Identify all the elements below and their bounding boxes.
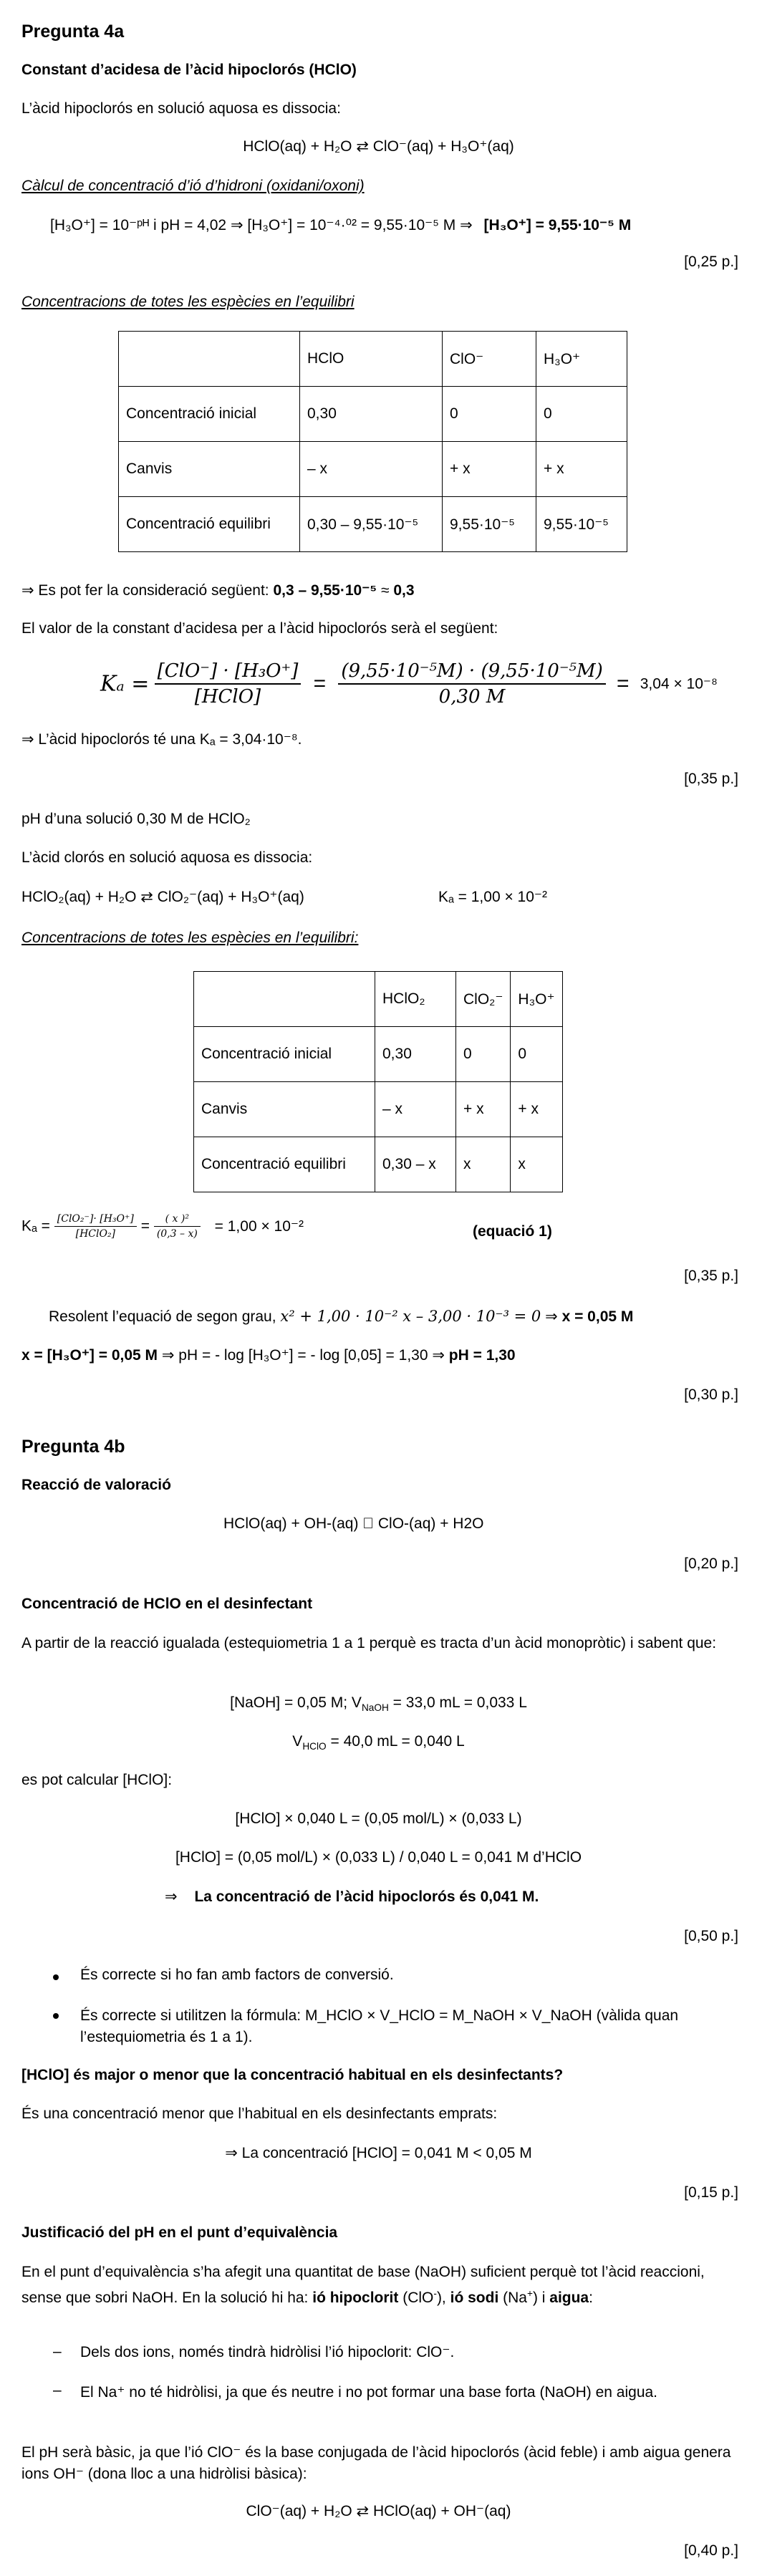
ka2-lhs: Kₐ =	[21, 1217, 50, 1235]
ka-eq-sign-2: =	[616, 672, 630, 695]
ka2-frac1	[54, 1213, 137, 1240]
score-2: [0,35 p.]	[684, 771, 738, 787]
ka2-result: = 1,00 × 10⁻²	[214, 1218, 304, 1235]
bullet-1-dot	[53, 1974, 59, 1980]
concl-text: La concentració de l’àcid hipoclorós és 0,041 M.	[194, 1888, 539, 1905]
ph-heading: pH d’una solució 0,30 M de HClO₂	[21, 811, 251, 827]
calc-line	[50, 216, 631, 234]
vhclo-post: = 40,0 mL = 0,040 L	[326, 1733, 465, 1750]
table1-cell: 9,55·10⁻⁵	[443, 497, 536, 552]
ka-num1: [ClO⁻] · [H₃O⁺]	[155, 660, 302, 685]
table2-cell: x	[511, 1137, 562, 1192]
table1-cell: 0	[536, 387, 627, 442]
ka2-num2: ( x )²	[154, 1213, 201, 1227]
table1-cell: – x	[300, 442, 443, 497]
ph-intro: L’àcid clorós en solució aquosa es dissocia:	[21, 849, 313, 866]
ka2-eq-sign: =	[140, 1217, 150, 1235]
final-mid: ⇒ pH = - log [H₃O⁺] = - log [0,05] = 1,30 ⇒	[158, 1347, 449, 1364]
concl-arrow: ⇒	[165, 1888, 178, 1905]
table1-cell: 0	[443, 387, 536, 442]
table1-cell: + x	[536, 442, 627, 497]
naoh-pre: [NaOH] = 0,05 M; V	[230, 1694, 362, 1711]
dash-1-mark: –	[53, 2343, 62, 2360]
score-1: [0,25 p.]	[684, 254, 738, 270]
bullet-2-dot	[53, 2013, 59, 2019]
reaction-hclo2: HClO₂(aq) + H₂O ⇄ ClO₂⁻(aq) + H₃O⁺(aq)	[21, 889, 304, 905]
ka-frac1	[155, 660, 302, 708]
table1-cell: 0,30	[300, 387, 443, 442]
eq-heading-2: Concentracions de totes les espècies en l’equilibri:	[21, 930, 359, 946]
table1-row-label: Concentració equilibri	[119, 497, 300, 552]
heading-4b: Pregunta 4b	[21, 1437, 125, 1457]
table2-cell: 0	[456, 1027, 511, 1082]
consid-approx: ≈	[377, 582, 394, 599]
ka-lhs: Kₐ =	[100, 671, 150, 697]
table1-row-label: Concentració inicial	[119, 387, 300, 442]
ka-intro: El valor de la constant d’acidesa per a l’àcid hipoclorós serà el següent:	[21, 620, 498, 637]
vhclo-line	[0, 1733, 757, 1752]
eq-b: [HClO] = (0,05 mol/L) × (0,033 L) / 0,040 L = 0,041 M d’HClO	[175, 1849, 582, 1866]
heading-4a: Pregunta 4a	[21, 21, 125, 42]
just-text-2: El pH serà bàsic, ja que l’ió ClO⁻ és la base conjugada de l’àcid hipoclorós (àcid feble) i amb aigua genera ions OH⁻ (dona lloc a una hidròlisi bàsica):	[21, 2444, 731, 2482]
conclusion-line	[165, 1888, 539, 1906]
ka2-frac2	[154, 1213, 201, 1240]
score-6: [0,50 p.]	[684, 1928, 738, 1944]
solve-arrow: ⇒	[541, 1308, 562, 1325]
table-hclo	[118, 331, 627, 552]
ka-den2: 0,30 M	[438, 686, 506, 708]
table2-cell: 0	[511, 1027, 562, 1082]
table1-cell: 9,55·10⁻⁵	[536, 497, 627, 552]
ka-eq-sign: =	[313, 672, 327, 695]
table-hclo2	[193, 971, 563, 1192]
table1-header-clo: ClO⁻	[443, 332, 536, 387]
conc-text: A partir de la reacció igualada (estequiometria 1 a 1 perquè es tracta d’un àcid monopròtic) i sabent que:	[21, 1635, 717, 1651]
calc-result: [H₃O⁺] = 9,55·10⁻⁵ M	[483, 217, 632, 233]
naoh-line	[0, 1694, 757, 1713]
dash-1: Dels dos ions, només tindrà hidròlisi l’ió hipoclorit: ClO⁻.	[80, 2344, 455, 2360]
naoh-sub: NaOH	[361, 1702, 389, 1714]
solve-result: x = 0,05 M	[561, 1308, 634, 1325]
solve-math: x² + 1,00 · 10⁻² x – 3,00 · 10⁻³ = 0	[280, 1308, 541, 1325]
ka-den1: [HClO]	[194, 686, 261, 708]
calc-hclo: es pot calcular [HClO]:	[21, 1772, 173, 1788]
just-title: Justificació del pH en el punt d’equivalència	[21, 2224, 338, 2241]
table2-row-label: Concentració equilibri	[194, 1137, 375, 1192]
table1-header-hclo: HClO	[300, 332, 443, 387]
ka-formula	[100, 660, 718, 708]
bullet-2: És correcte si utilitzen la fórmula: M_HClO × V_HClO = M_NaOH × V_NaOH (vàlida quan l’estequiometria és 1 a 1).	[80, 2007, 679, 2045]
table2-cell: + x	[456, 1082, 511, 1137]
table1-cell: + x	[443, 442, 536, 497]
bullet-1: És correcte si ho fan amb factors de conversió.	[80, 1967, 394, 1983]
score-7: [0,15 p.]	[684, 2184, 738, 2201]
table2-row-label: Concentració inicial	[194, 1027, 375, 1082]
naoh-post: = 33,0 mL = 0,033 L	[388, 1694, 527, 1711]
consid-bold: 0,3 – 9,55·10⁻⁵	[273, 582, 377, 599]
final-ph: pH = 1,30	[448, 1347, 516, 1364]
table1-row-label: Canvis	[119, 442, 300, 497]
intro-text: L’àcid hipoclorós en solució aquosa es dissocia:	[21, 100, 341, 117]
table2-cell: 0,30	[375, 1027, 456, 1082]
ka2-label: (equació 1)	[473, 1223, 552, 1240]
vhclo-pre: V	[292, 1733, 303, 1750]
ka-conclusion: ⇒ L’àcid hipoclorós té una Kₐ = 3,04·10⁻⁸.	[21, 731, 302, 748]
table2-header-hclo2: HClO₂	[375, 972, 456, 1027]
table1-corner	[119, 332, 300, 387]
score-4: [0,30 p.]	[684, 1386, 738, 1403]
ka2-den2: (0,3 – x)	[156, 1228, 198, 1240]
consid-val: 0,3	[393, 582, 415, 599]
table2-header-h3o: H₃O⁺	[511, 972, 562, 1027]
table2-cell: x	[456, 1137, 511, 1192]
just-paragraph: En el punt d’equivalència s’ha afegit una quantitat de base (NaOH) suficient perquè tot l’àcid reaccioni, sense que sobri NaOH. En la solució hi ha: ió hipoclorit (ClO-), ió sodi (Na+) i aigua:	[21, 2264, 705, 2306]
valoracio-eq: HClO(aq) + OH-(aq) ⃞ ClO-(aq) + H2O	[223, 1515, 484, 1532]
table1-header-h3o: H₃O⁺	[536, 332, 627, 387]
major-conclusion: ⇒ La concentració [HClO] = 0,041 M < 0,05 M	[225, 2145, 532, 2161]
eq-a: [HClO] × 0,040 L = (0,05 mol/L) × (0,033 L)	[235, 1810, 522, 1827]
table2-cell: + x	[511, 1082, 562, 1137]
dash-2-mark: –	[53, 2382, 62, 2398]
just-water: aigua	[549, 2290, 589, 2306]
ka-result: 3,04 × 10⁻⁸	[640, 675, 718, 693]
final-bold: x = [H₃O⁺] = 0,05 M	[21, 1347, 158, 1364]
table2-cell: 0,30 – x	[375, 1137, 456, 1192]
just-ion-hypochlorite: ió hipoclorit	[312, 2290, 399, 2306]
conc-title: Concentració de HClO en el desinfectant	[21, 1596, 313, 1612]
reaction-hclo2-ka: Kₐ = 1,00 × 10⁻²	[438, 889, 547, 905]
vhclo-sub: HClO	[302, 1741, 327, 1752]
solve-line	[49, 1308, 633, 1326]
consid-pre: ⇒ Es pot fer la consideració següent:	[21, 582, 274, 599]
score-3: [0,35 p.]	[684, 1268, 738, 1284]
reaction-hclo: HClO(aq) + H₂O ⇄ ClO⁻(aq) + H₃O⁺(aq)	[243, 138, 514, 155]
valoracio-title: Reacció de valoració	[21, 1477, 171, 1493]
ka2-num1: [ClO₂⁻]· [H₃O⁺]	[54, 1213, 137, 1227]
table2-row-label: Canvis	[194, 1082, 375, 1137]
ka-title: Constant d’acidesa de l’àcid hipoclorós (HClO)	[21, 62, 357, 78]
calc-line-text: [H₃O⁺] = 10⁻ᵖᴴ i pH = 4,02 ⇒ [H₃O⁺] = 10⁻⁴·⁰² = 9,55·10⁻⁵ M ⇒	[50, 217, 473, 233]
just-text-1: En el punt d’equivalència s’ha afegit una quantitat de base (NaOH) suficient perquè tot l’àcid reaccioni, sense que sobri NaOH. En la solució hi ha:	[21, 2264, 705, 2306]
hydrolysis-eq: ClO⁻(aq) + H₂O ⇄ HClO(aq) + OH⁻(aq)	[246, 2503, 511, 2519]
table2-corner	[194, 972, 375, 1027]
score-8: [0,40 p.]	[684, 2542, 738, 2559]
major-text: És una concentració menor que l’habitual en els desinfectants emprats:	[21, 2105, 498, 2122]
final-line	[21, 1346, 516, 1364]
just-ion-sodium: ió sodi	[450, 2290, 499, 2306]
ka-num2: (9,55·10⁻⁵M) · (9,55·10⁻⁵M)	[338, 660, 605, 685]
ka-frac2	[338, 660, 605, 708]
consideration	[21, 582, 415, 599]
question-major: [HClO] és major o menor que la concentració habitual en els desinfectants?	[21, 2067, 564, 2083]
calc-heading: Càlcul de concentració d’ió d’hidroni (oxidani/oxoni)	[21, 178, 365, 194]
ka2-formula	[21, 1213, 304, 1240]
eq-heading: Concentracions de totes les espècies en l’equilibri	[21, 294, 355, 310]
score-5: [0,20 p.]	[684, 1555, 738, 1572]
ka2-den1: [HClO₂]	[75, 1228, 116, 1240]
dash-2: El Na⁺ no té hidròlisi, ja que és neutre i no pot formar una base forta (NaOH) en aigua.	[80, 2384, 658, 2401]
table2-header-clo2: ClO₂⁻	[456, 972, 511, 1027]
solve-pre: Resolent l’equació de segon grau,	[49, 1308, 281, 1325]
table2-cell: – x	[375, 1082, 456, 1137]
table1-cell: 0,30 – 9,55·10⁻⁵	[300, 497, 443, 552]
